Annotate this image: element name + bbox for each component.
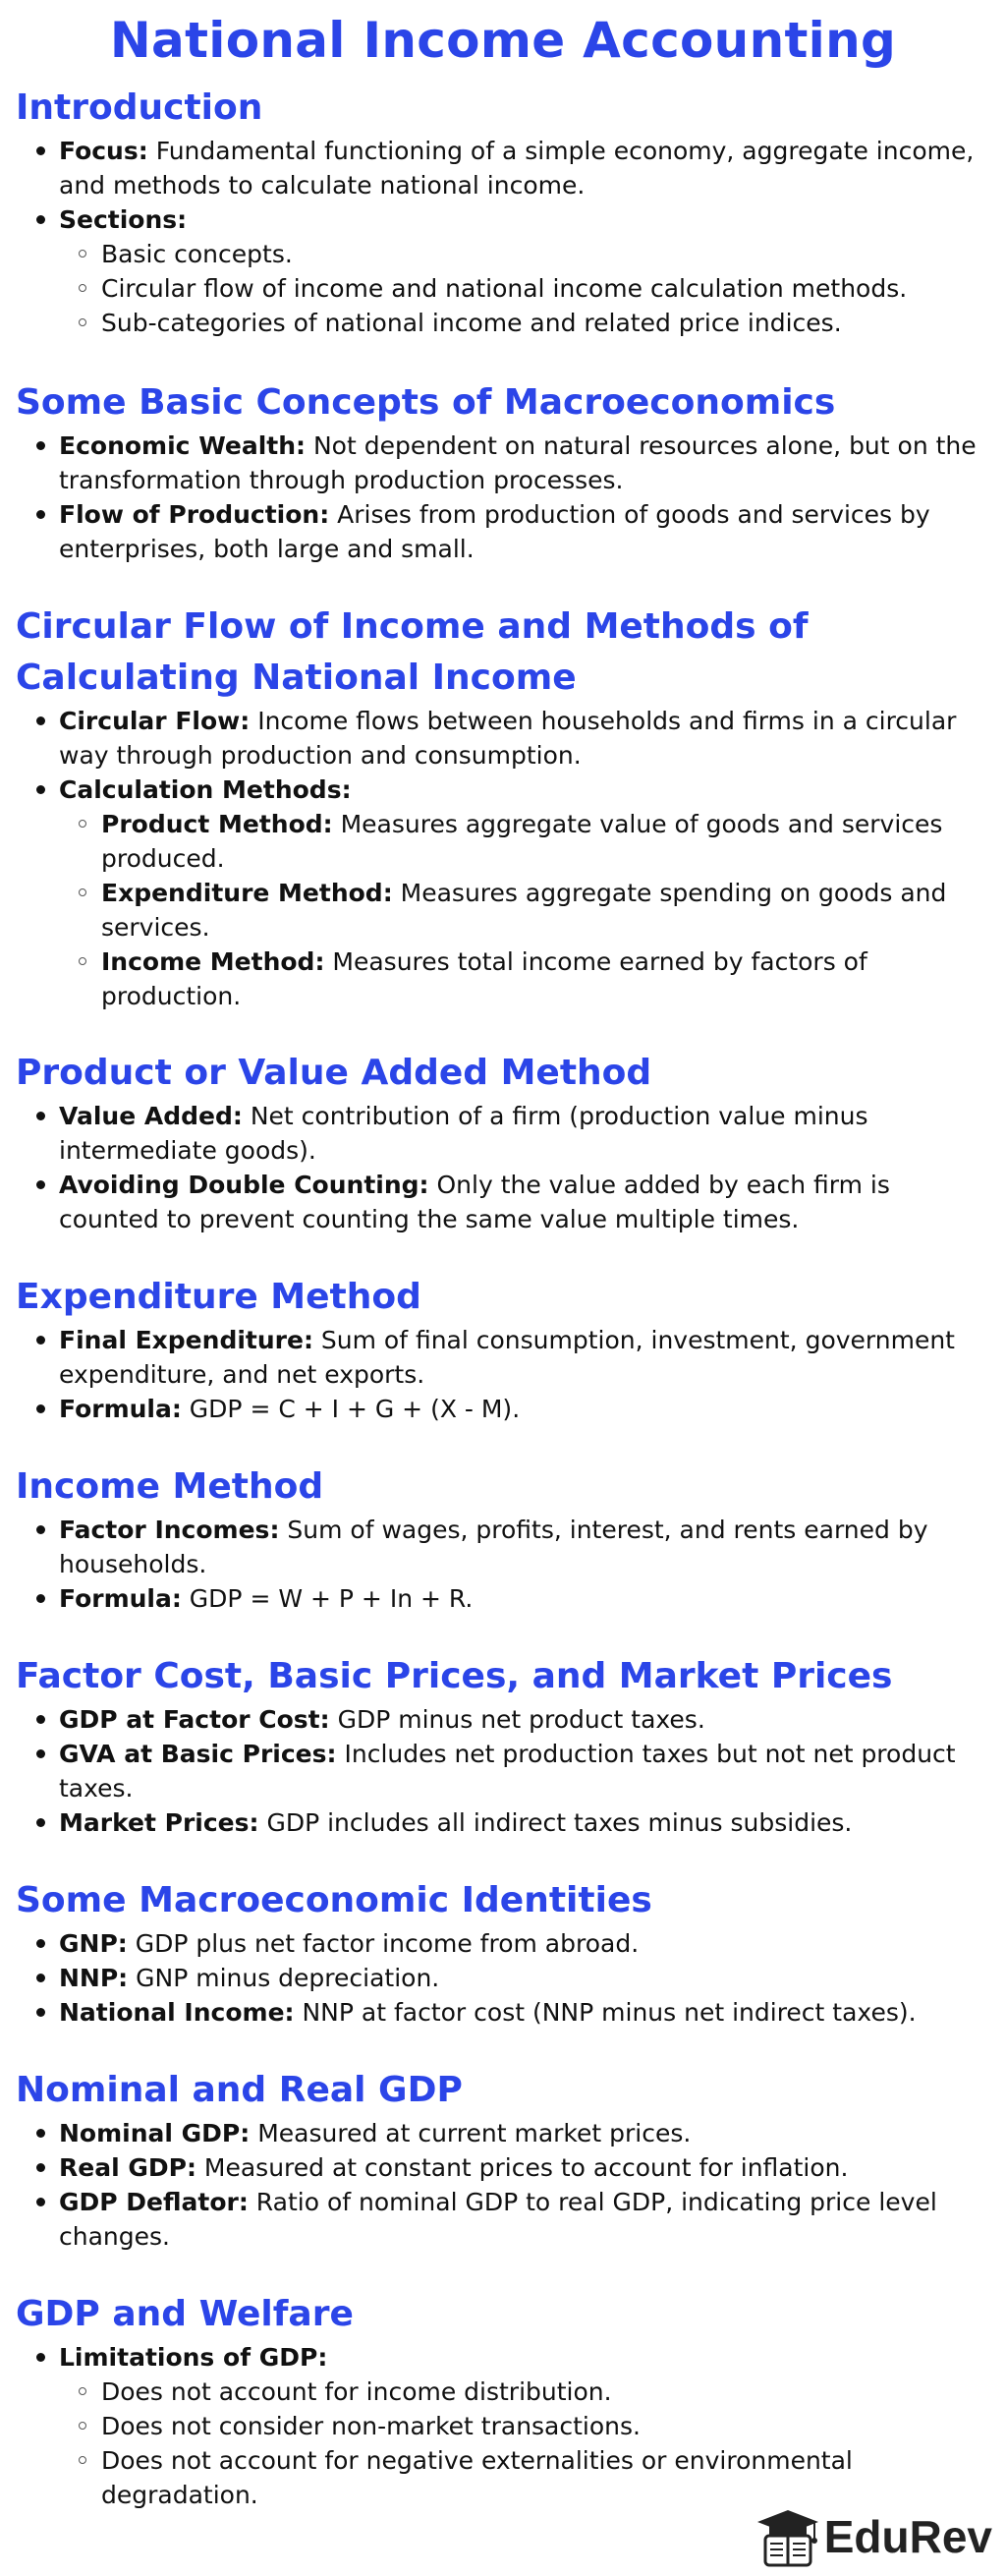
item-label: Avoiding Double Counting: bbox=[59, 1171, 429, 1199]
list-item bbox=[16, 2116, 993, 2150]
bullet-list bbox=[16, 1702, 993, 1840]
list-item bbox=[16, 1513, 993, 1581]
section-heading: Income Method bbox=[16, 1466, 324, 1507]
item-label: Formula: bbox=[59, 1584, 182, 1613]
item-text: Measured at current market prices. bbox=[250, 2119, 692, 2147]
item-label: Formula: bbox=[59, 1395, 182, 1423]
item-label: Economic Wealth: bbox=[59, 431, 307, 460]
section-heading: Product or Value Added Method bbox=[16, 1053, 652, 1093]
page-title: National Income Accounting bbox=[109, 12, 897, 69]
list-item bbox=[16, 1581, 993, 1616]
list-item bbox=[16, 1737, 993, 1805]
sub-list-item bbox=[59, 2409, 993, 2443]
sub-item-text: Measures total income earned by factors of production. bbox=[101, 947, 867, 1010]
sub-bullet-list bbox=[59, 2375, 993, 2512]
sub-list-item bbox=[59, 237, 993, 271]
sub-list-item bbox=[59, 807, 993, 876]
bullet-list bbox=[16, 1513, 993, 1616]
item-label: GNP: bbox=[59, 1929, 128, 1958]
item-label: Market Prices: bbox=[59, 1808, 259, 1837]
list-item bbox=[16, 1805, 993, 1840]
item-label: Real GDP: bbox=[59, 2153, 196, 2182]
list-item bbox=[16, 134, 993, 202]
item-text: Arises from production of goods and services by enterprises, both large and small. bbox=[59, 500, 930, 563]
bullet-list bbox=[16, 1926, 993, 2030]
section bbox=[16, 377, 993, 566]
item-label: Calculation Methods: bbox=[59, 775, 352, 804]
item-label: Nominal GDP: bbox=[59, 2119, 251, 2147]
list-item bbox=[16, 1099, 993, 1168]
sub-list-item bbox=[59, 876, 993, 945]
edurev-logo bbox=[755, 2506, 992, 2567]
item-text: Only the value added by each firm is counted to prevent counting the same value multiple times. bbox=[59, 1171, 890, 1233]
sub-item-label: Income Method: bbox=[101, 947, 325, 976]
item-label: GVA at Basic Prices: bbox=[59, 1740, 337, 1768]
section bbox=[16, 1875, 993, 2030]
sub-item-text: Sub-categories of national income and related price indices. bbox=[101, 309, 842, 337]
section bbox=[16, 2065, 993, 2254]
list-item bbox=[16, 1926, 993, 1961]
sub-list-item bbox=[59, 271, 993, 306]
section bbox=[16, 1461, 993, 1616]
bullet-list bbox=[16, 2116, 993, 2254]
section-heading: Circular Flow of Income and Methods of Calculating National Income bbox=[16, 606, 809, 698]
section bbox=[16, 1272, 993, 1426]
sub-list-item bbox=[59, 2443, 993, 2512]
item-label: Flow of Production: bbox=[59, 500, 330, 529]
sub-item-text: Circular flow of income and national income calculation methods. bbox=[101, 274, 908, 303]
list-item bbox=[16, 1323, 993, 1392]
list-item bbox=[16, 1961, 993, 1995]
list-item bbox=[16, 2340, 993, 2512]
section bbox=[16, 1651, 993, 1840]
section bbox=[16, 2289, 993, 2512]
sub-item-text: Does not consider non-market transactions. bbox=[101, 2412, 641, 2440]
logo-text: EduRev bbox=[823, 2511, 992, 2562]
sub-item-text: Does not account for income distribution. bbox=[101, 2377, 612, 2406]
list-item bbox=[16, 202, 993, 340]
item-text: GNP minus depreciation. bbox=[128, 1964, 440, 1992]
section-heading: Expenditure Method bbox=[16, 1277, 421, 1317]
bullet-list bbox=[16, 1323, 993, 1426]
graduation-cap-book-icon bbox=[755, 2506, 820, 2567]
list-item bbox=[16, 2150, 993, 2185]
sub-bullet-list bbox=[59, 807, 993, 1013]
item-label: NNP: bbox=[59, 1964, 129, 1992]
sub-list-item bbox=[59, 306, 993, 340]
item-text: Net contribution of a firm (production value minus intermediate goods). bbox=[59, 1102, 868, 1165]
section-heading: Nominal and Real GDP bbox=[16, 2070, 463, 2110]
sub-bullet-list bbox=[59, 237, 993, 340]
sub-list-item bbox=[59, 2375, 993, 2409]
item-label: GDP Deflator: bbox=[59, 2188, 249, 2216]
item-text: GDP includes all indirect taxes minus subsidies. bbox=[258, 1808, 853, 1837]
section bbox=[16, 601, 993, 1013]
sub-item-text: Measures aggregate value of goods and services produced. bbox=[101, 810, 943, 873]
item-text: Includes net production taxes but not net product taxes. bbox=[59, 1740, 956, 1803]
section-heading: Some Macroeconomic Identities bbox=[16, 1880, 652, 1920]
bullet-list bbox=[16, 134, 993, 340]
item-text: GDP minus net product taxes. bbox=[329, 1705, 705, 1734]
item-text: NNP at factor cost (NNP minus net indirect taxes). bbox=[294, 1998, 917, 2027]
sub-item-text: Measures aggregate spending on goods and services. bbox=[101, 879, 947, 942]
item-text: Not dependent on natural resources alone, but on the transformation through production processes. bbox=[59, 431, 977, 494]
bullet-list bbox=[16, 704, 993, 1013]
section bbox=[16, 83, 993, 340]
sub-item-label: Expenditure Method: bbox=[101, 879, 393, 907]
list-item bbox=[16, 1702, 993, 1737]
item-text: GDP = C + I + G + (X - M). bbox=[181, 1395, 521, 1423]
sub-item-text: Basic concepts. bbox=[101, 240, 293, 268]
section-heading: Factor Cost, Basic Prices, and Market Prices bbox=[16, 1656, 893, 1696]
item-label: Value Added: bbox=[59, 1102, 243, 1130]
section-heading: Some Basic Concepts of Macroeconomics bbox=[16, 382, 836, 423]
item-text: Income flows between households and firms in a circular way through production and consumption. bbox=[59, 707, 957, 770]
item-label: Focus: bbox=[59, 137, 148, 165]
item-label: GDP at Factor Cost: bbox=[59, 1705, 330, 1734]
sub-item-text: Does not account for negative externalities or environmental degradation. bbox=[101, 2446, 853, 2509]
sub-list-item bbox=[59, 945, 993, 1013]
item-label: National Income: bbox=[59, 1998, 295, 2027]
item-text: Sum of wages, profits, interest, and rents earned by households. bbox=[59, 1516, 928, 1578]
list-item bbox=[16, 429, 993, 497]
bullet-list bbox=[16, 1099, 993, 1236]
list-item bbox=[16, 1168, 993, 1236]
item-label: Final Expenditure: bbox=[59, 1326, 313, 1354]
list-item bbox=[16, 1392, 993, 1426]
item-text: GDP plus net factor income from abroad. bbox=[127, 1929, 640, 1958]
section-heading: Introduction bbox=[16, 87, 263, 128]
list-item bbox=[16, 2185, 993, 2254]
section bbox=[16, 1048, 993, 1236]
list-item bbox=[16, 704, 993, 773]
item-text: GDP = W + P + In + R. bbox=[181, 1584, 474, 1613]
item-label: Limitations of GDP: bbox=[59, 2343, 328, 2372]
item-text: Sum of final consumption, investment, government expenditure, and net exports. bbox=[59, 1326, 955, 1389]
bullet-list bbox=[16, 429, 993, 566]
list-item bbox=[16, 1995, 993, 2030]
item-label: Factor Incomes: bbox=[59, 1516, 280, 1544]
sub-item-label: Product Method: bbox=[101, 810, 333, 838]
item-text: Fundamental functioning of a simple economy, aggregate income, and methods to calculate national income. bbox=[59, 137, 975, 200]
item-text: Ratio of nominal GDP to real GDP, indicating price level changes. bbox=[59, 2188, 937, 2251]
item-label: Circular Flow: bbox=[59, 707, 251, 735]
section-heading: GDP and Welfare bbox=[16, 2294, 354, 2334]
list-item bbox=[16, 773, 993, 1013]
item-text: Measured at constant prices to account for inflation. bbox=[196, 2153, 849, 2182]
list-item bbox=[16, 497, 993, 566]
bullet-list bbox=[16, 2340, 993, 2512]
item-label: Sections: bbox=[59, 205, 188, 234]
